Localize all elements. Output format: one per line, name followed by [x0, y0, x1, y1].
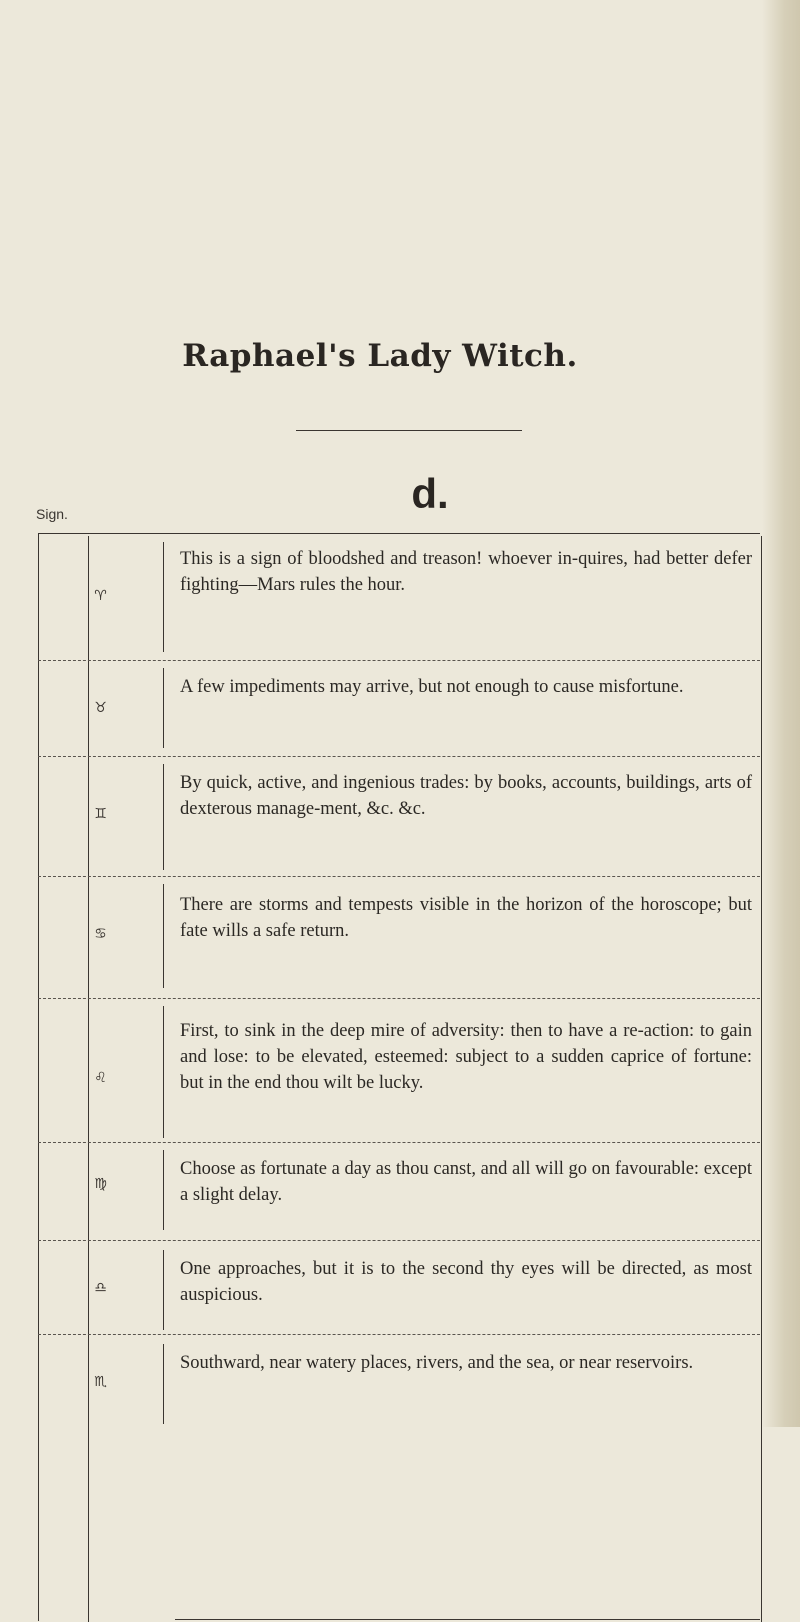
table-top-rule — [38, 533, 760, 534]
column-divider — [163, 1250, 164, 1330]
sign-column-label: Sign. — [36, 506, 68, 522]
column-divider — [163, 1006, 164, 1138]
row-separator — [38, 1334, 760, 1335]
virgo-sign-icon: ♍ — [94, 1176, 107, 1192]
row-separator — [38, 998, 760, 999]
title-divider — [296, 430, 522, 431]
row-separator — [38, 756, 760, 757]
aries-sign-icon: ♈ — [94, 588, 107, 604]
page-edge-shadow — [762, 0, 800, 1427]
column-divider — [163, 1150, 164, 1230]
scorpio-sign-icon: ♏ — [94, 1374, 107, 1390]
row-separator — [38, 1240, 760, 1241]
row-text: Choose as fortunate a day as thou canst, and all will go on favourable: except a slight delay. — [180, 1159, 752, 1205]
taurus-sign-icon: ♉ — [94, 700, 107, 716]
row-text: By quick, active, and ingenious trades: by books, accounts, buildings, arts of dexterous manage-ment, &c. &c. — [180, 773, 752, 819]
section-letter: d. — [411, 470, 449, 517]
row-separator — [38, 660, 760, 661]
row-separator — [38, 876, 760, 877]
row-text: There are storms and tempests visible in the horizon of the horoscope; but fate wills a safe return. — [180, 895, 752, 941]
row-text: One approaches, but it is to the second thy eyes will be directed, as most auspicious. — [180, 1259, 752, 1305]
column-divider — [163, 764, 164, 870]
row-separator — [38, 1142, 760, 1143]
gemini-sign-icon: ♊ — [94, 806, 107, 822]
libra-sign-icon: ♎ — [94, 1280, 107, 1296]
row-text: This is a sign of bloodshed and treason! whoever in-quires, had better defer fighting—Mars rules the hour. — [180, 549, 752, 595]
row-text: A few impediments may arrive, but not enough to cause misfortune. — [180, 677, 684, 697]
row-text: First, to sink in the deep mire of adversity: then to have a re-action: to gain and lose: to be elevated, esteemed: subject to a sudden caprice of fortune: but in the end thou wilt be lucky. — [180, 1021, 752, 1093]
column-divider — [163, 668, 164, 748]
table-bottom-rule — [175, 1619, 760, 1620]
column-divider — [163, 884, 164, 988]
cancer-sign-icon: ♋ — [94, 926, 107, 942]
row-text: Southward, near watery places, rivers, and the sea, or near reservoirs. — [180, 1353, 694, 1373]
leo-sign-icon: ♌ — [94, 1070, 107, 1086]
column-divider — [163, 542, 164, 652]
column-divider — [163, 1344, 164, 1424]
page-title: Raphael's Lady Witch. — [182, 338, 578, 374]
